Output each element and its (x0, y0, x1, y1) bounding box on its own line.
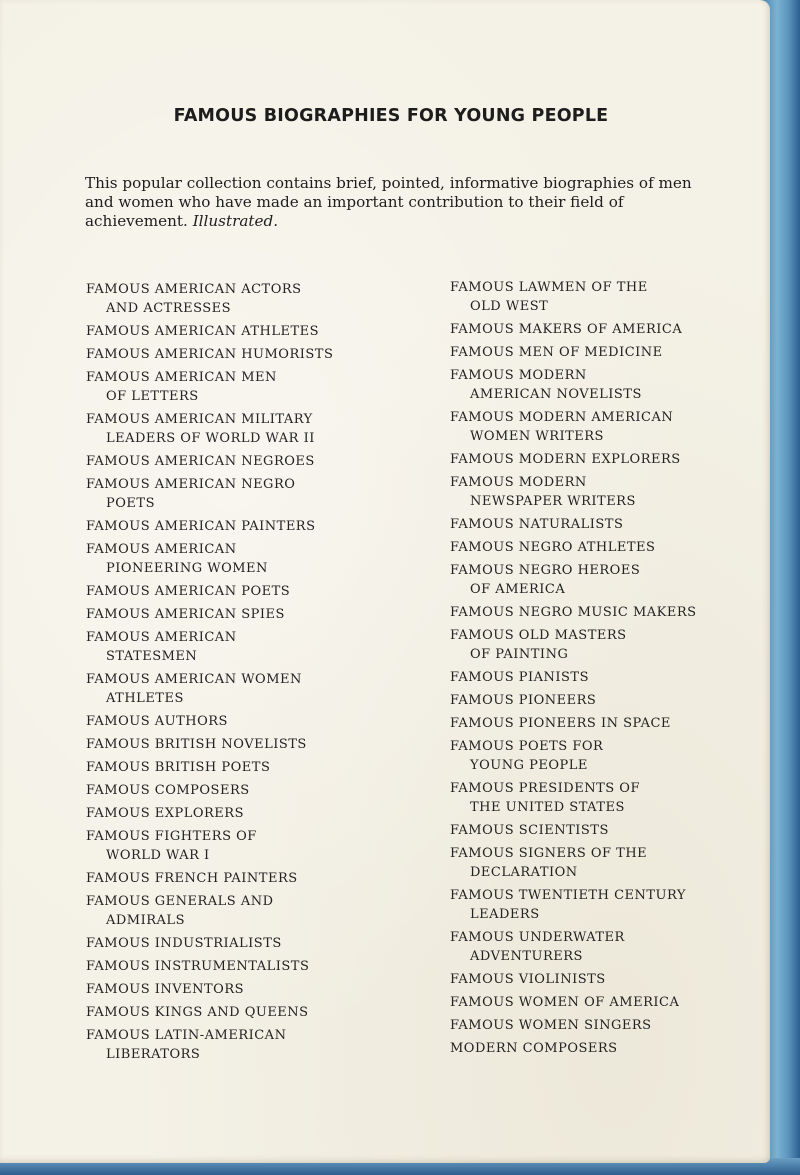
book-title-line: FAMOUS AMERICAN MILITARY (86, 412, 313, 427)
book-title-line: FAMOUS GENERALS AND (86, 894, 274, 909)
book-title-line: FAMOUS INSTRUMENTALISTS (86, 959, 310, 974)
book-title-line: FAMOUS FRENCH PAINTERS (86, 871, 298, 886)
book-title-entry (450, 450, 750, 469)
book-title-continuation: NEWSPAPER WRITERS (470, 494, 636, 509)
intro-text: This popular collection contains brief, pointed, informative biographies of men and women who have made an important contribution to their field of achievement. (85, 174, 692, 230)
book-title-entry (86, 934, 406, 953)
book-title-entry (86, 827, 406, 865)
book-title-entry (450, 1039, 750, 1058)
book-title-line: FAMOUS PIONEERS (450, 693, 597, 708)
book-title-entry (86, 1026, 406, 1064)
book-title-entry (86, 410, 406, 448)
book-title-entry (450, 320, 750, 339)
book-title-line: FAMOUS AMERICAN HUMORISTS (86, 347, 334, 362)
book-title-entry (86, 628, 406, 666)
book-title-entry (86, 475, 406, 513)
book-title-line: FAMOUS AMERICAN PAINTERS (86, 519, 316, 534)
book-title-entry (450, 844, 750, 882)
book-title-entry (86, 869, 406, 888)
book-title-entry (450, 473, 750, 511)
book-title-entry (86, 322, 406, 341)
book-title-continuation: POETS (106, 496, 155, 511)
book-title-continuation: LEADERS OF WORLD WAR II (106, 431, 315, 446)
book-title-entry (86, 1003, 406, 1022)
book-title-line: FAMOUS NEGRO HEROES (450, 563, 641, 578)
book-title-line: FAMOUS VIOLINISTS (450, 972, 606, 987)
book-title-line: FAMOUS INDUSTRIALISTS (86, 936, 282, 951)
book-title-entry (86, 892, 406, 930)
book-title-line: FAMOUS OLD MASTERS (450, 628, 627, 643)
book-title-entry (86, 605, 406, 624)
book-title-entry (450, 714, 750, 733)
book-title-line: FAMOUS COMPOSERS (86, 783, 250, 798)
book-title-entry (450, 1016, 750, 1035)
book-title-entry (450, 343, 750, 362)
book-title-line: FAMOUS SIGNERS OF THE (450, 846, 648, 861)
book-title-continuation: WORLD WAR I (106, 848, 210, 863)
book-title-entry (86, 957, 406, 976)
book-title-line: FAMOUS POETS FOR (450, 739, 604, 754)
book-title-entry (450, 668, 750, 687)
book-title-continuation: OF LETTERS (106, 389, 199, 404)
book-title-line: FAMOUS AUTHORS (86, 714, 228, 729)
book-title-entry (450, 691, 750, 710)
book-title-line: FAMOUS AMERICAN WOMEN (86, 672, 302, 687)
title-list-right (450, 278, 750, 1062)
book-title-line: FAMOUS AMERICAN NEGRO (86, 477, 296, 492)
book-title-line: FAMOUS BRITISH NOVELISTS (86, 737, 307, 752)
book-title-line: FAMOUS PRESIDENTS OF (450, 781, 640, 796)
book-title-line: FAMOUS PIONEERS IN SPACE (450, 716, 671, 731)
book-title-continuation: OF AMERICA (470, 582, 566, 597)
book-title-entry (86, 712, 406, 731)
book-title-continuation: ADVENTURERS (470, 949, 583, 964)
book-title-line: FAMOUS SCIENTISTS (450, 823, 609, 838)
book-title-line: FAMOUS MEN OF MEDICINE (450, 345, 663, 360)
book-title-line: FAMOUS BRITISH POETS (86, 760, 271, 775)
title-list-left (86, 280, 406, 1068)
book-title-line: FAMOUS NATURALISTS (450, 517, 624, 532)
book-title-line: FAMOUS KINGS AND QUEENS (86, 1005, 309, 1020)
book-title-entry (450, 515, 750, 534)
book-title-entry (86, 735, 406, 754)
book-title-entry (450, 408, 750, 446)
book-title-continuation: ATHLETES (106, 691, 184, 706)
book-title-entry (86, 517, 406, 536)
book-title-entry (450, 626, 750, 664)
book-title-continuation: ADMIRALS (106, 913, 185, 928)
page-heading: FAMOUS BIOGRAPHIES FOR YOUNG PEOPLE (173, 106, 609, 126)
book-title-line: FAMOUS EXPLORERS (86, 806, 244, 821)
book-title-entry (450, 737, 750, 775)
book-title-entry (86, 345, 406, 364)
book-title-entry (450, 993, 750, 1012)
intro-emphasis: Illustrated. (192, 212, 279, 230)
book-title-continuation: STATESMEN (106, 649, 198, 664)
book-title-entry (86, 980, 406, 999)
book-title-continuation: LIBERATORS (106, 1047, 201, 1062)
intro-paragraph (85, 174, 707, 231)
book-title-entry (450, 970, 750, 989)
book-title-continuation: OLD WEST (470, 299, 549, 314)
book-title-continuation: AMERICAN NOVELISTS (470, 387, 642, 402)
book-title-line: FAMOUS MAKERS OF AMERICA (450, 322, 683, 337)
book-title-entry (450, 779, 750, 817)
book-title-line: FAMOUS INVENTORS (86, 982, 245, 997)
book-title-continuation: THE UNITED STATES (470, 800, 625, 815)
book-title-entry (450, 821, 750, 840)
book-title-line: FAMOUS AMERICAN NEGROES (86, 454, 315, 469)
book-title-continuation: AND ACTRESSES (106, 301, 232, 316)
book-title-continuation: WOMEN WRITERS (470, 429, 604, 444)
book-title-continuation: LEADERS (470, 907, 540, 922)
book-title-line: FAMOUS AMERICAN (86, 630, 237, 645)
book-title-line: FAMOUS AMERICAN ATHLETES (86, 324, 320, 339)
book-title-line: FAMOUS MODERN AMERICAN (450, 410, 674, 425)
book-title-entry (86, 804, 406, 823)
book-title-line: FAMOUS NEGRO ATHLETES (450, 540, 656, 555)
book-title-line: FAMOUS MODERN (450, 368, 587, 383)
book-title-continuation: DECLARATION (470, 865, 578, 880)
book-title-line: FAMOUS MODERN (450, 475, 587, 490)
book-title-entry (86, 280, 406, 318)
book-title-line: FAMOUS FIGHTERS OF (86, 829, 257, 844)
book-title-entry (86, 781, 406, 800)
book-title-line: FAMOUS AMERICAN (86, 542, 237, 557)
book-title-line: FAMOUS WOMEN OF AMERICA (450, 995, 680, 1010)
book-title-line: FAMOUS UNDERWATER (450, 930, 625, 945)
book-title-entry (86, 368, 406, 406)
book-title-entry (450, 561, 750, 599)
book-title-entry (86, 452, 406, 471)
book-title-continuation: YOUNG PEOPLE (470, 758, 588, 773)
book-title-entry (450, 928, 750, 966)
book-title-entry (450, 603, 750, 622)
book-title-line: FAMOUS NEGRO MUSIC MAKERS (450, 605, 697, 620)
book-title-continuation: OF PAINTING (470, 647, 569, 662)
book-title-entry (450, 278, 750, 316)
book-title-line: FAMOUS AMERICAN ACTORS (86, 282, 302, 297)
book-title-entry (450, 538, 750, 557)
book-title-entry (450, 366, 750, 404)
book-title-entry (86, 670, 406, 708)
book-title-line: FAMOUS AMERICAN POETS (86, 584, 291, 599)
book-title-line: FAMOUS AMERICAN SPIES (86, 607, 285, 622)
book-title-entry (86, 758, 406, 777)
book-title-entry (450, 886, 750, 924)
book-title-line: FAMOUS MODERN EXPLORERS (450, 452, 681, 467)
book-title-continuation: PIONEERING WOMEN (106, 561, 268, 576)
book-title-entry (86, 540, 406, 578)
book-title-entry (86, 582, 406, 601)
book-title-line: MODERN COMPOSERS (450, 1041, 618, 1056)
book-title-line: FAMOUS PIANISTS (450, 670, 590, 685)
book-title-line: FAMOUS TWENTIETH CENTURY (450, 888, 686, 903)
book-title-line: FAMOUS LAWMEN OF THE (450, 280, 648, 295)
book-title-line: FAMOUS AMERICAN MEN (86, 370, 277, 385)
book-title-line: FAMOUS WOMEN SINGERS (450, 1018, 652, 1033)
book-title-line: FAMOUS LATIN-AMERICAN (86, 1028, 287, 1043)
